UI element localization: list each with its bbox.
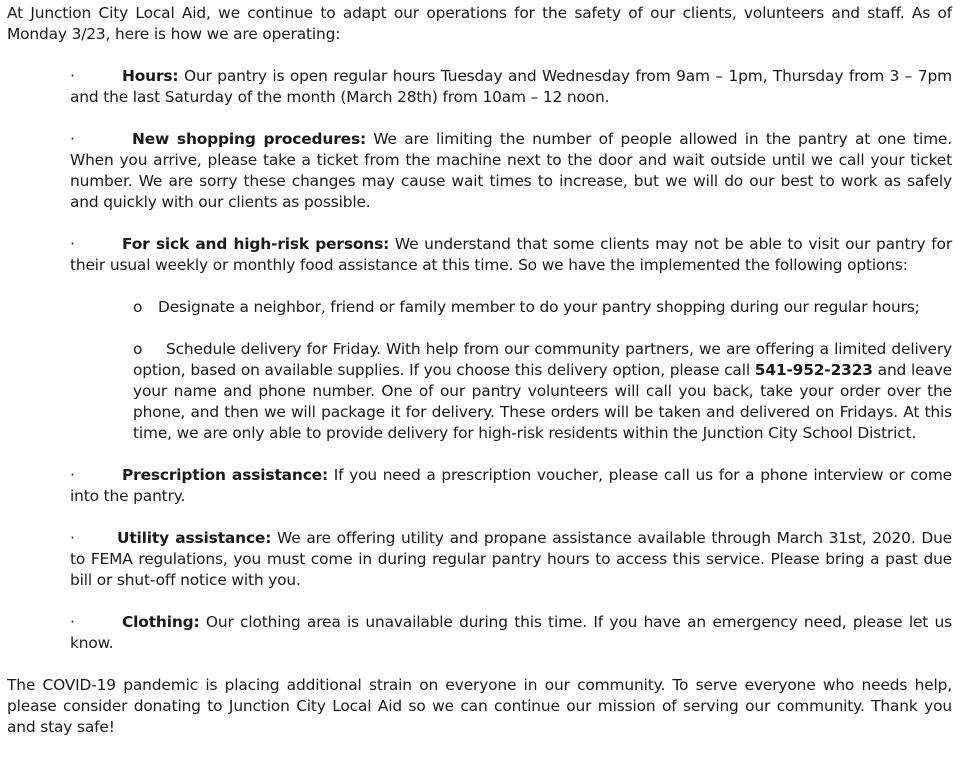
bullet-shopping-procedures <box>70 129 952 213</box>
sub-bullet-icon: o <box>133 298 143 316</box>
intro-paragraph: At Junction City Local Aid, we continue to adapt our operations for the safety of our clients, volunteers and staff. As of Monday 3/23, here is how we are operating: <box>7 4 952 43</box>
bullet-text: We understand that some clients may not be able to visit our pantry for their usual weekly or monthly food assistance at this time. So we have the implemented the following options: <box>70 235 952 274</box>
bullet-title: Clothing: <box>122 613 200 631</box>
bullet-icon: · <box>70 130 75 148</box>
bullet-text: Our clothing area is unavailable during this time. If you have an emergency need, please let us know. <box>70 613 952 652</box>
bullet-text: We are offering utility and propane assistance available through March 31st, 2020. Due to FEMA regulations, you must come in during regular pantry hours to access this service. Please bring a past due bill or shut-off notice with you. <box>70 529 952 589</box>
bullet-prescription <box>70 465 952 507</box>
bullet-title: Utility assistance: <box>117 529 272 547</box>
bullet-icon: · <box>70 613 75 631</box>
bullet-text: Our pantry is open regular hours Tuesday and Wednesday from 9am – 1pm, Thursday from 3 – 7pm and the last Saturday of the month (March 28th) from 10am – 12 noon. <box>70 67 952 106</box>
outro-paragraph: The COVID-19 pandemic is placing additional strain on everyone in our community. To serve everyone who needs help, please consider donating to Junction City Local Aid so we can continue our mission of serving our community. Thank you and stay safe! <box>7 676 952 736</box>
bullet-clothing <box>70 612 952 654</box>
bullet-icon: · <box>70 235 75 253</box>
bullet-hours <box>70 66 952 108</box>
bullet-title: Hours: <box>122 67 179 85</box>
bullet-icon: · <box>70 67 75 85</box>
bullet-title: New shopping procedures: <box>132 130 366 148</box>
bullet-icon: · <box>70 529 75 547</box>
sub-bullet-icon: o <box>133 340 143 358</box>
bullet-text: We are limiting the number of people allowed in the pantry at one time. When you arrive, please take a ticket from the machine next to the door and wait outside until we call your ticket number. We are sorry these changes may cause wait times to increase, but we will do our best to work as safely and quickly with our clients as possible. <box>70 130 952 211</box>
bullet-icon: · <box>70 466 75 484</box>
phone-number: 541-952-2323 <box>754 361 873 379</box>
sub-option-text: Designate a neighbor, friend or family member to do your pantry shopping during our regular hours; <box>158 298 920 316</box>
sub-option-text-before: Schedule delivery for Friday. With help from our community partners, we are offering a limited delivery option, based on available supplies. If you choose this delivery option, please call <box>133 340 952 379</box>
sub-option-delivery <box>133 339 952 444</box>
sub-option-text-after: and leave your name and phone number. One of our pantry volunteers will call you back, take your order over the phone, and then we will package it for delivery. These orders will be taken and delivered on Fridays. At this time, we are only able to provide delivery for high-risk residents within the Junction City School District. <box>133 361 952 442</box>
bullet-text: If you need a prescription voucher, please call us for a phone interview or come into the pantry. <box>70 466 952 505</box>
bullet-utility <box>70 528 952 591</box>
bullet-sick-high-risk <box>70 234 952 276</box>
bullet-title: Prescription assistance: <box>122 466 328 484</box>
bullet-title: For sick and high-risk persons: <box>122 235 390 253</box>
sub-option-designate <box>133 297 952 318</box>
